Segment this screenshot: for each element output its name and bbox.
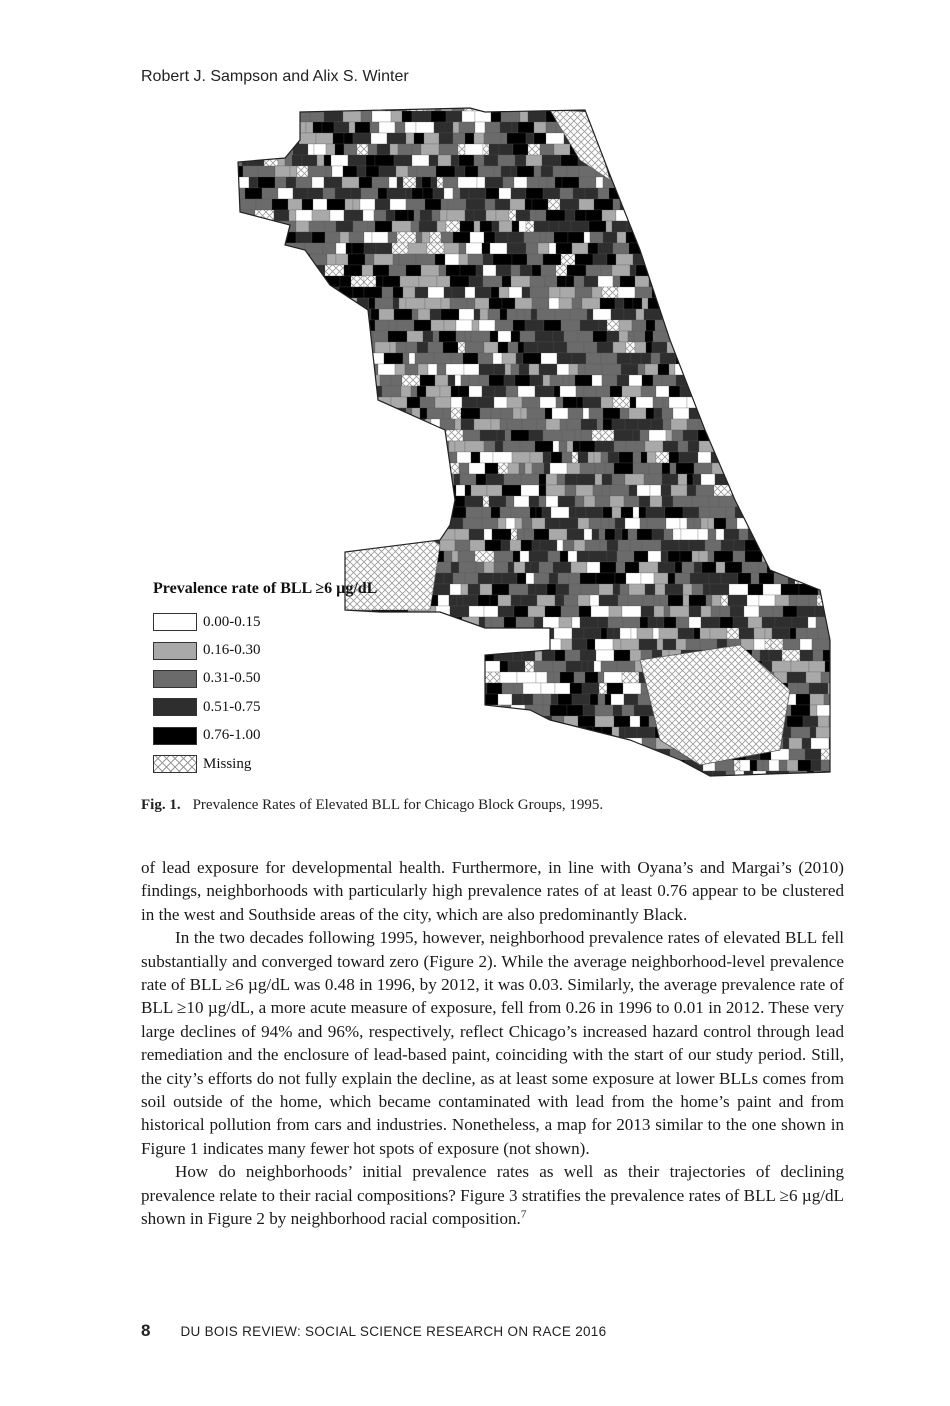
legend-item [153, 608, 377, 636]
legend-swatch [153, 642, 197, 660]
legend-swatch [153, 698, 197, 716]
paragraph: of lead exposure for developmental health. Furthermore, in line with Oyana’s and Margai’s (2010) findings, neighborhoods with particularly high prevalence rates of at least 0.76 appear to be clustered in the west and Southside areas of the city, which are also predominantly Black. [141, 858, 844, 924]
body-text [141, 856, 844, 1231]
legend-label: 0.16-0.30 [203, 642, 261, 659]
figure-caption-text: Prevalence Rates of Elevated BLL for Chicago Block Groups, 1995. [192, 797, 604, 813]
journal-title: DU BOIS REVIEW: SOCIAL SCIENCE RESEARCH ON RACE 2016 [180, 1324, 607, 1339]
paragraph [141, 1160, 844, 1230]
page-number: 8 [141, 1321, 151, 1340]
legend-title: Prevalence rate of BLL ≥6 µg/dL [153, 580, 378, 597]
legend-item [153, 750, 377, 778]
paragraph-text: How do neighborhoods’ initial prevalence rates as well as their trajectories of declining prevalence relate to their racial compositions? Figure 3 stratifies the prevalence rates of BLL ≥6 µg/dL shown in Figure 2 by neighborhood racial composition. [141, 1162, 844, 1229]
footnote-marker: 7 [520, 1208, 527, 1221]
legend-item [153, 722, 377, 750]
running-head: Robert J. Sampson and Alix S. Winter [141, 68, 409, 85]
legend-swatch [153, 613, 197, 631]
figure-caption [141, 797, 603, 814]
legend-item [153, 693, 377, 721]
legend-swatch-missing [153, 755, 197, 773]
legend-label: Missing [203, 755, 252, 772]
legend-label: 0.31-0.50 [203, 670, 261, 687]
legend-item [153, 636, 377, 664]
figure-label: Fig. 1. [141, 797, 181, 813]
legend-swatch [153, 670, 197, 688]
page-footer [141, 1321, 606, 1341]
map-legend [153, 580, 377, 778]
legend-label: 0.51-0.75 [203, 698, 261, 715]
paragraph: In the two decades following 1995, however, neighborhood prevalence rates of elevated BLL fell substantially and converged toward zero (Figure 2). While the average neighborhood-level prevalence rate of BLL ≥6 µg/dL was 0.48 in 1996, by 2012, it was 0.03. Similarly, the average prevalence rate of BLL ≥10 µg/dL, a more acute measure of exposure, fell from 0.26 in 1996 to 0.01 in 2012. These very large declines of 94% and 96%, respectively, reflect Chicago’s increased hazard control through lead remediation and the enclosure of lead-based paint, coinciding with the start of our study period. Still, the city’s efforts do not fully explain the decline, as at least some exposure at lower BLLs comes from soil outside of the home, which became contaminated with lead from the home’s paint and from historical pollution from cars and industries. Nonetheless, a map for 2013 similar to the one shown in Figure 1 indicates many fewer hot spots of exposure (not shown). [141, 928, 844, 1158]
legend-label: 0.00-0.15 [203, 613, 261, 630]
legend-label: 0.76-1.00 [203, 727, 261, 744]
legend-item [153, 665, 377, 693]
legend-swatch [153, 727, 197, 745]
